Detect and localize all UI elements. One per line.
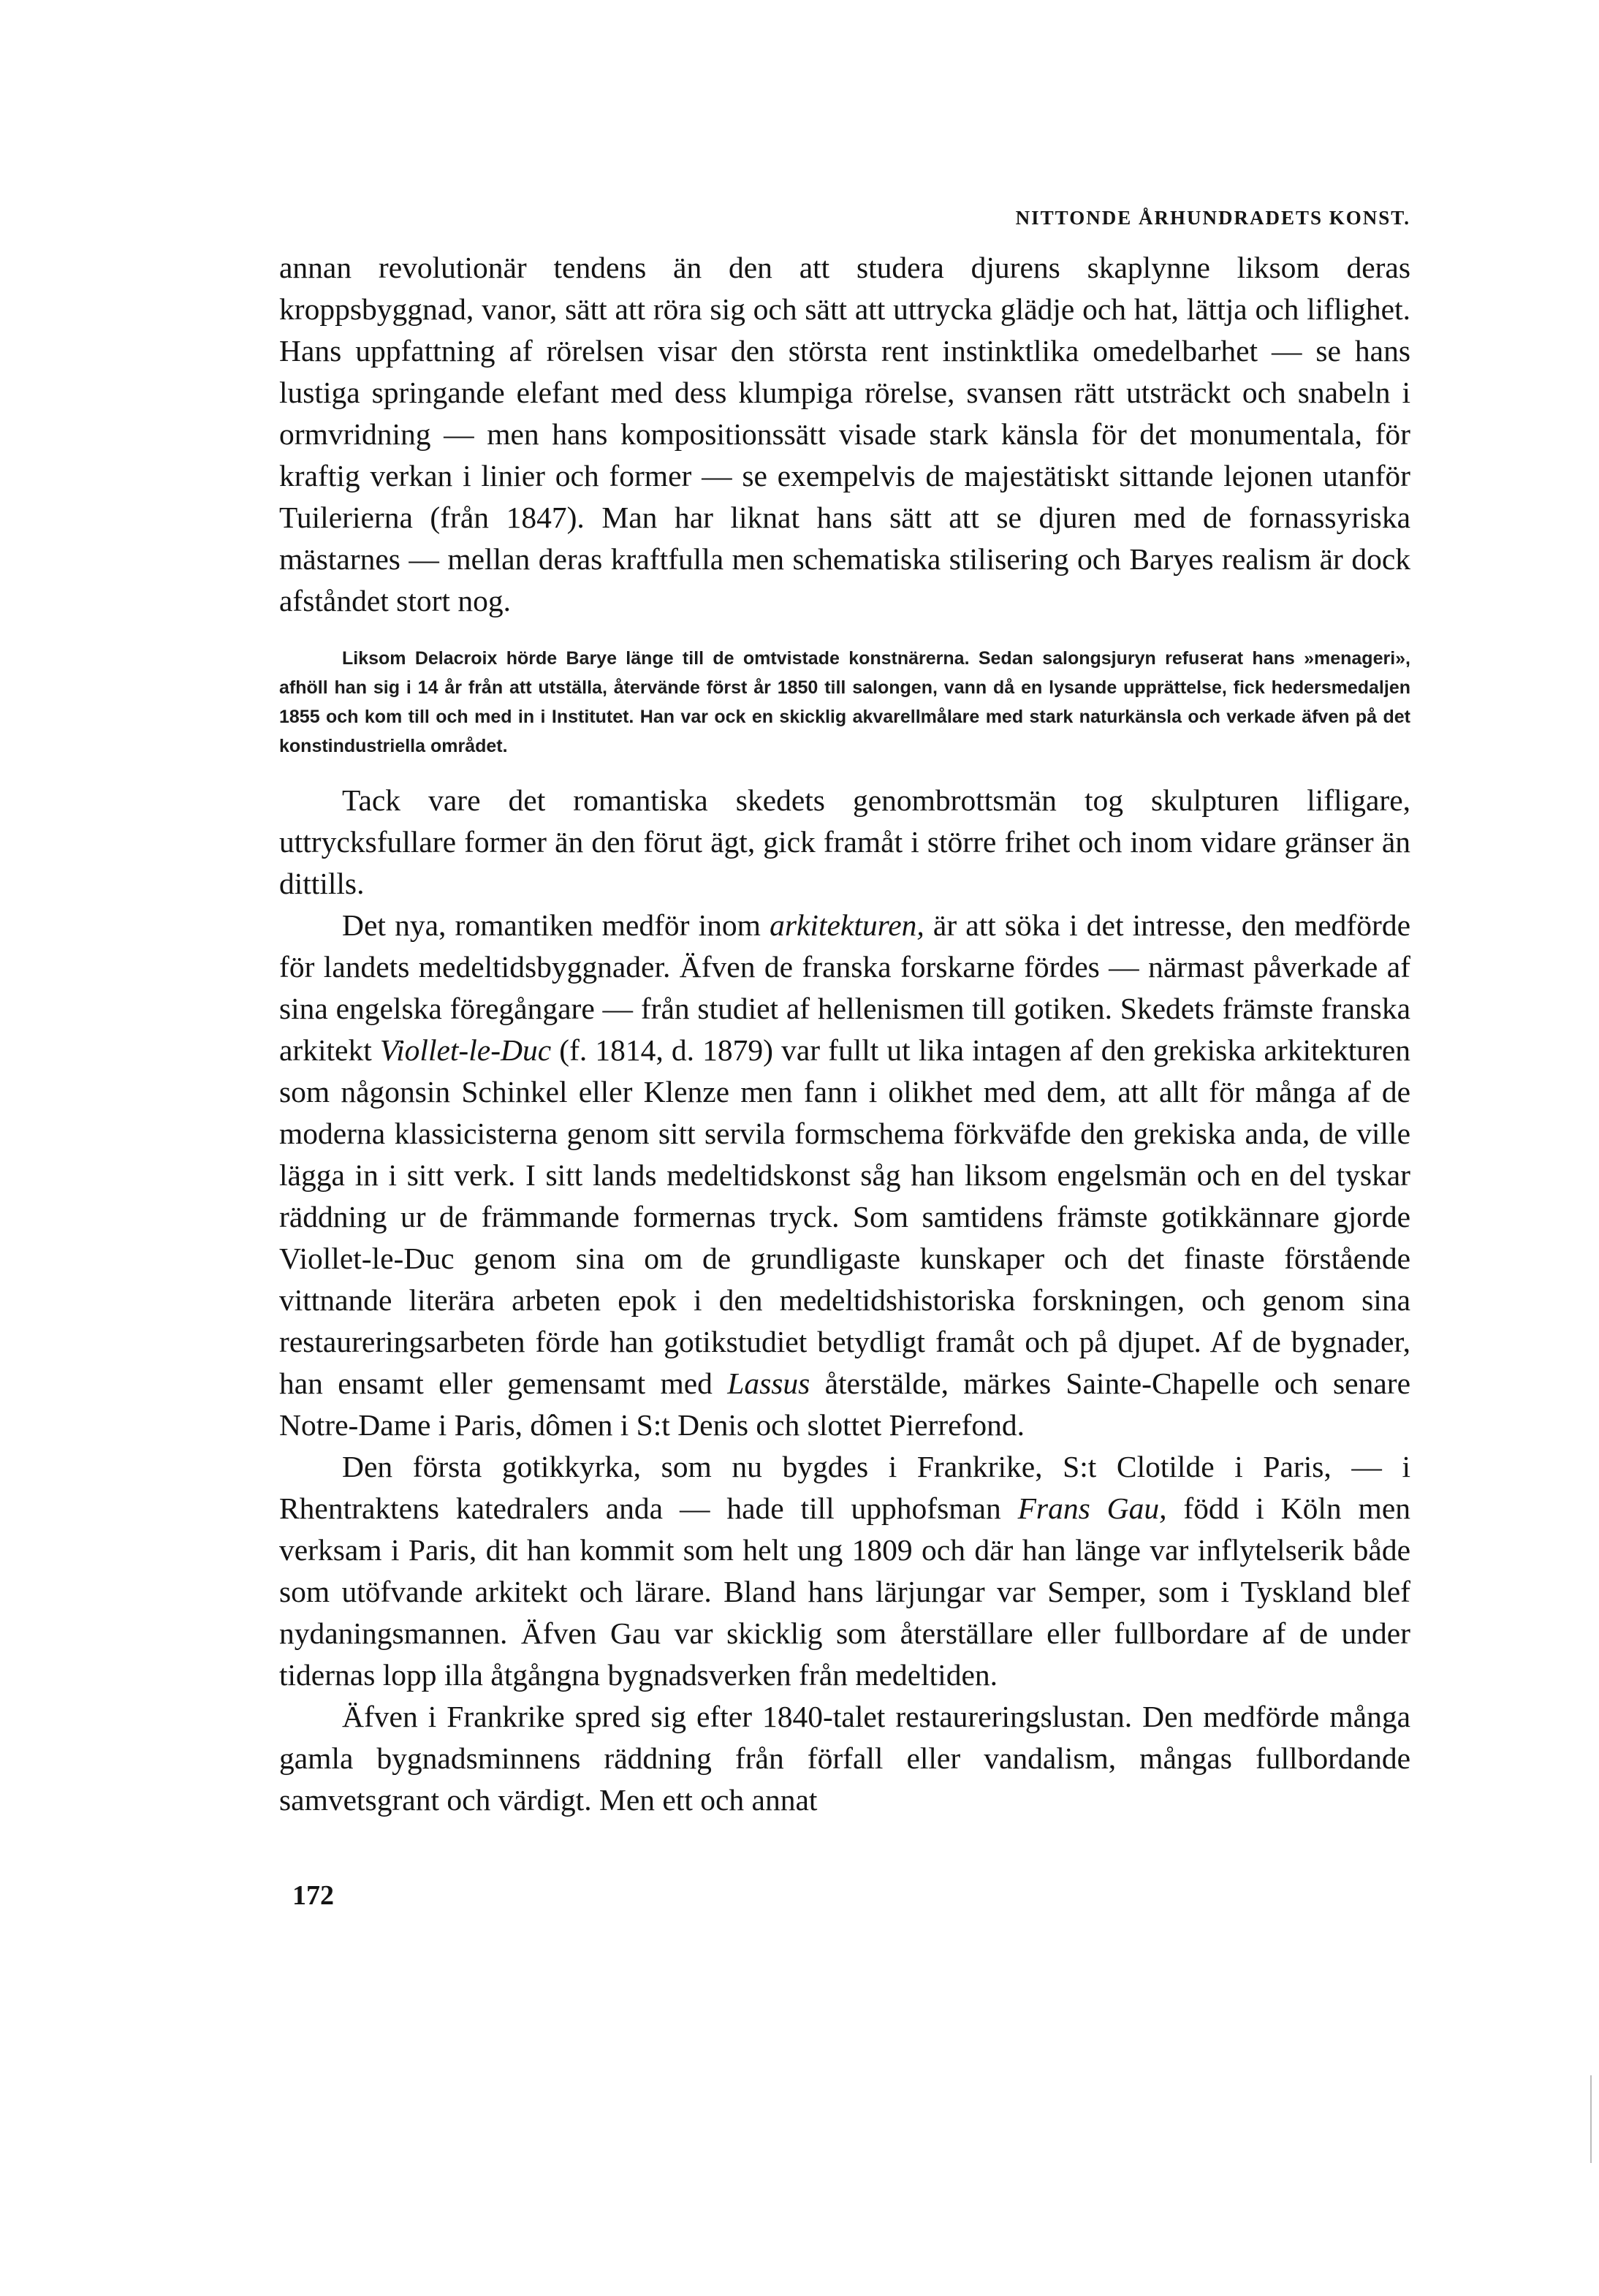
page-content: [279, 205, 1410, 1821]
page-number: 172: [292, 1880, 334, 1911]
italic-term: Viollet-le-Duc: [379, 1033, 552, 1067]
text-run: återstälde, märkes Sainte-Chapelle och senare Notre-Dame i Paris, dômen i S:t Denis och slottet Pierrefond.: [279, 1366, 1411, 1442]
paragraph-first-gothic-church: [279, 1446, 1410, 1696]
text-run: född i Köln men verksam i Paris, dit han kommit som helt ung 1809 och där han länge var inflytelserik både som utöfvande arkitekt och lärare. Bland hans lärjungar var Semper, som i Tyskland blef nydaningsmannen. Äfven Gau var skicklig som återställare eller fullbordare af de under tidernas lopp illa åtgångna bygnadsverken från medeltiden.: [279, 1491, 1410, 1692]
text-run: Tack vare det romantiska skedets genombrottsmän tog skulpturen lifligare, uttrycksfullare former än den förut ägt, gick framåt i större frihet och inom vidare gränser än dittills.: [279, 783, 1410, 900]
paragraph-romantic-sculpture: [279, 780, 1410, 905]
paragraph-restoration: [279, 1696, 1410, 1821]
body-text-main: [279, 780, 1410, 1821]
text-run: är att söka i det intresse, den medförde för landets medeltidsbyggnader. Äfven de franska forskarne fördes — närmast påverkade af sina engelska föregångare — från studiet af hellenismen till gotiken. Skedets främste franska arkitekt: [279, 908, 1410, 1067]
paragraph-architecture: [279, 905, 1410, 1446]
footnote-small-print: Liksom Delacroix hörde Barye länge till de omtvistade konstnärerna. Sedan salongsjuryn refuserat hans »menageri», afhöll han sig i 14 år från att utställa, återvände först år 1850 till salongen, vann då en lysande upprättelse, fick hedersmedaljen 1855 och kom till och med in i Institutet. Han var ock en skicklig akvarellmålare med stark naturkänsla och verkade äfven på det konstindustriella området.: [279, 648, 1410, 756]
scan-edge-mark: [1590, 2075, 1592, 2163]
text-run: (f. 1814, d. 1879) var fullt ut lika intagen af den grekiska arkitekturen som någonsin Schinkel eller Klenze men fann i olikhet med dem, att allt för många af de moderna klassicisterna genom sitt servila formschema förkväfde den grekiska anda, de ville lägga in i sitt verk. I sitt lands medeltidskonst såg han liksom engelsmän och en del tyskar räddning ur de främmande formernas tryck. Som samtidens främste gotikkännare gjorde Viollet-le-Duc genom sina om de grundligaste kunskaper och det finaste förstående vittnande literära arbeten epok i den medeltidshistoriska forskningen, och genom sina restaureringsarbeten förde han gotikstudiet betydligt framåt och på djupet. Af de bygnader, han ensamt eller gemensamt med: [279, 1033, 1411, 1400]
body-text-top: [279, 247, 1410, 622]
italic-term: arkitekturen,: [770, 908, 924, 942]
text-run: Det nya, romantiken medför inom: [342, 908, 770, 942]
text-run: Äfven i Frankrike spred sig efter 1840-talet restaureringslustan. Den medförde många gamla bygnadsminnens räddning från förfall eller vandalism, mångas fullbordande samvetsgrant och värdigt. Men ett och annat: [279, 1700, 1410, 1817]
text-run: Den första gotikkyrka, som nu bygdes i Frankrike, S:t Clotilde i Paris, — i Rhentraktens katedralers anda — hade till upphofsman: [279, 1450, 1410, 1525]
italic-term: Frans Gau,: [1017, 1491, 1167, 1525]
paragraph-barye-continued: [279, 247, 1410, 622]
italic-term: Lassus: [727, 1366, 810, 1400]
text-run: annan revolutionär tendens än den att studera djurens skaplynne liksom deras kroppsbyggnad, vanor, sätt att röra sig och sätt att uttrycka glädje och hat, lättja och liflighet. Hans uppfattning af rörelsen visar den största rent instinktlika omedelbarhet — se hans lustiga springande elefant med dess klumpiga rörelse, svansen rätt utsträckt och snabeln i ormvridning — men hans kompositionssätt visade stark känsla för det monumentala, för kraftig verkan i linier och former — se exempelvis de majestätiskt sittande lejonen utanför Tuilerierna (från 1847). Man har liknat hans sätt att se djuren med de fornassyriska mästarnes — mellan deras kraftfulla men schematiska stilisering och Baryes realism är dock afståndet stort nog.: [279, 251, 1410, 617]
running-head: NITTONDE ÅRHUNDRADETS KONST.: [1015, 207, 1410, 229]
